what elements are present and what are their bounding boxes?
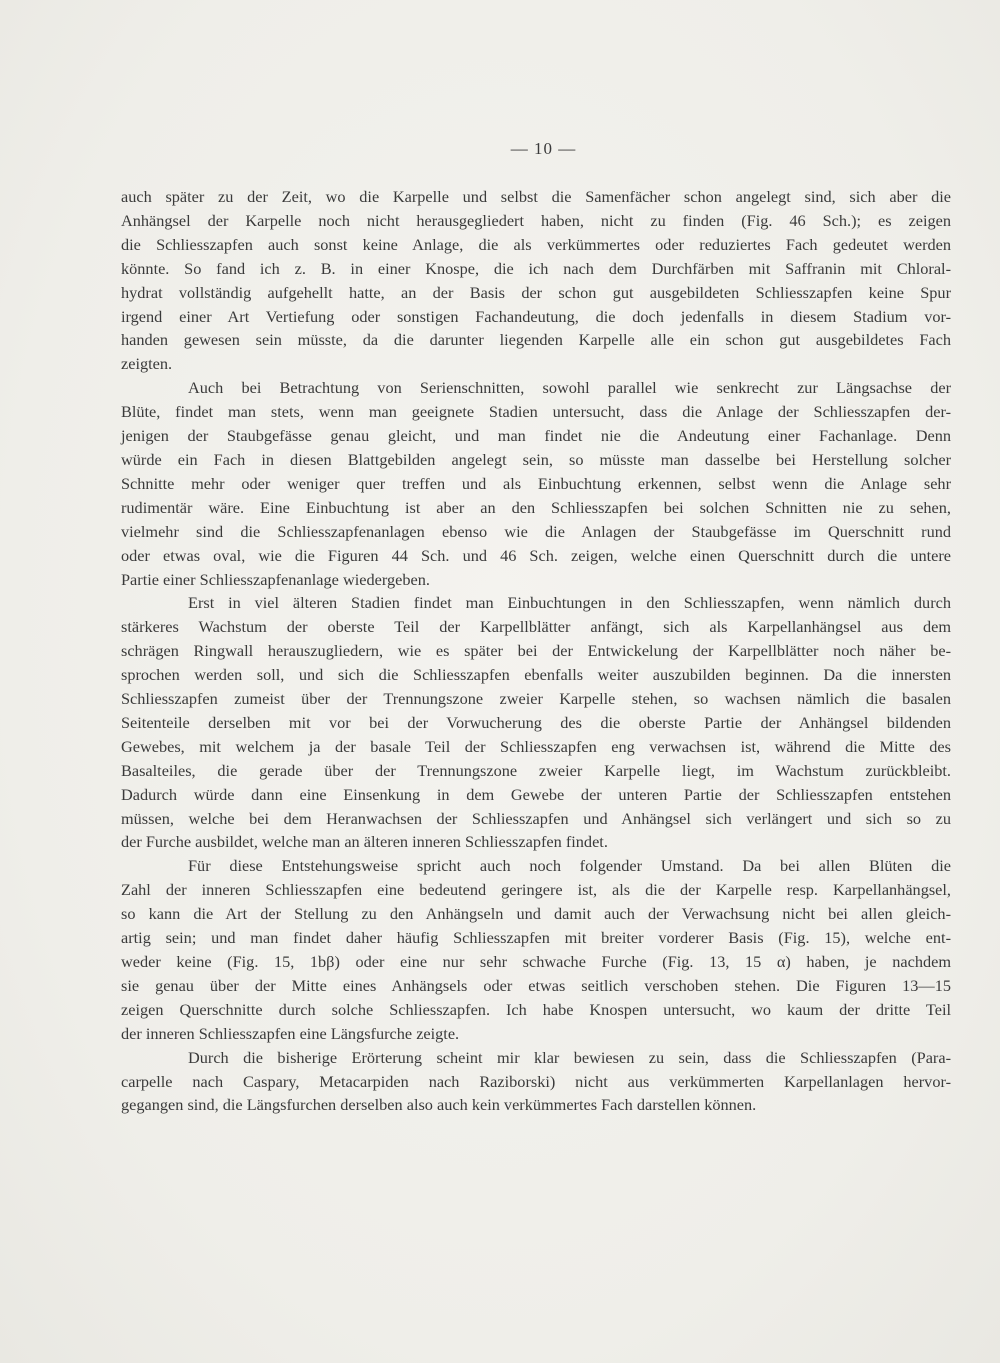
text-line: gegangen sind, die Längsfurchen derselben also auch kein verkümmertes Fach darstellen können. <box>121 1095 757 1115</box>
text-line: stärkeres Wachstum der oberste Teil der Karpellblätter anfängt, sich als Karpellanhängsel aus dem <box>121 617 951 637</box>
text-line: rudimentär wäre. Eine Einbuchtung ist aber an den Schliesszapfen bei solchen Schnitten nie zu sehen, <box>121 497 951 517</box>
text-line: handen gewesen sein müsste, da die darunter liegenden Karpelle alle ein schon gut ausgebildetes Fach <box>121 330 951 350</box>
text-line: würde ein Fach in diesen Blattgebilden angelegt sein, so müsste man dasselbe bei Herstellung solcher <box>121 449 951 469</box>
text-line: Gewebes, mit welchem ja der basale Teil der Schliesszapfen eng verwachsen ist, während die Mitte des <box>121 736 951 756</box>
text-line: sprochen werden soll, und sich die Schliesszapfen ebenfalls weiter auszubilden beginnen. Da die innersten <box>121 665 951 685</box>
text-line: sie genau über der Mitte eines Anhängsels oder etwas seitlich verschoben stehen. Die Figuren 13—15 <box>121 975 951 995</box>
text-line: könnte. So fand ich z. B. in einer Knospe, die ich nach dem Durchfärben mit Saffranin mit Chloral- <box>121 258 951 278</box>
text-line: Durch die bisherige Erörterung scheint mir klar bewiesen zu sein, dass die Schliesszapfen (Para- <box>188 1047 951 1067</box>
text-line: artig sein; und man findet daher häufig Schliesszapfen mit breiter vorderer Basis (Fig. 15), welche ent- <box>121 928 951 948</box>
text-line: so kann die Art der Stellung zu den Anhängseln und damit auch der Verwachsung nicht bei allen gleich- <box>121 904 951 924</box>
text-line: oder etwas oval, wie die Figuren 44 Sch. und 46 Sch. zeigen, welche einen Querschnitt durch die untere <box>121 545 951 565</box>
text-line: auch später zu der Zeit, wo die Karpelle und selbst die Samenfächer schon angelegt sind, sich aber die <box>121 187 951 206</box>
text-line: zeigen Querschnitte durch solche Schliesszapfen. Ich habe Knospen untersucht, wo kaum der dritte Teil <box>121 999 951 1019</box>
text-line: irgend einer Art Vertiefung oder sonstigen Fachandeutung, die doch jedenfalls in diesem Stadium vor- <box>121 306 951 326</box>
text-line: Blüte, findet man stets, wenn man geeignete Stadien untersucht, dass die Anlage der Schliesszapfen der- <box>121 402 951 422</box>
paragraph-4 <box>121 854 951 1045</box>
text-line: Basalteiles, die gerade über der Trennungszone zweier Karpelle liegt, im Wachstum zurückbleibt. <box>121 760 951 780</box>
text-line: Zahl der inneren Schliesszapfen eine bedeutend geringere ist, als die der Karpelle resp. Karpellanhängsel, <box>121 880 951 900</box>
text-line: Erst in viel älteren Stadien findet man Einbuchtungen in den Schliesszapfen, wenn nämlich durch <box>188 593 951 613</box>
text-line: Schliesszapfen zumeist über der Trennungszone zweier Karpelle stehen, so wachsen nämlich die basalen <box>121 689 951 709</box>
text-line: Schnitte mehr oder weniger quer treffen und als Einbuchtung erkennen, selbst wenn die Anlage sehr <box>121 473 951 493</box>
text-line: Seitenteile derselben mit vor bei der Vorwucherung des die oberste Partie der Anhängsel bildenden <box>121 712 951 732</box>
paragraph-2 <box>121 376 951 591</box>
paragraph-3 <box>121 591 951 854</box>
text-line: müssen, welche bei dem Heranwachsen der Schliesszapfen und Anhängsel sich verlängert und sich so zu <box>121 808 951 828</box>
text-line: vielmehr sind die Schliesszapfenanlagen ebenso wie die Anlagen der Staubgefässe im Querschnitt rund <box>121 521 951 541</box>
text-line: schrägen Ringwall herauszugliedern, wie es später bei der Entwickelung der Karpellblätter noch näher be- <box>121 641 951 661</box>
text-line: der Furche ausbildet, welche man an älteren inneren Schliesszapfen findet. <box>121 832 608 852</box>
paragraph-5 <box>121 1046 951 1118</box>
text-line: zeigten. <box>121 354 173 374</box>
text-line: Auch bei Betrachtung von Serienschnitten, sowohl parallel wie senkrecht zur Längsachse der <box>188 378 951 398</box>
text-line: Anhängsel der Karpelle noch nicht herausgegliedert haben, nicht zu finden (Fig. 46 Sch.); es zeigen <box>121 210 951 230</box>
text-line: jenigen der Staubgefässe genau gleicht, und man findet nie die Andeutung einer Fachanlage. Denn <box>121 426 951 446</box>
text-line: Für diese Entstehungsweise spricht auch noch folgender Umstand. Da bei allen Blüten die <box>188 856 951 876</box>
text-line: der inneren Schliesszapfen eine Längsfurche zeigte. <box>121 1023 460 1043</box>
text-line: Partie einer Schliesszapfenanlage wiedergeben. <box>121 569 430 589</box>
page-number: — 10 — <box>510 139 577 158</box>
body-text <box>121 185 951 1117</box>
text-line: weder keine (Fig. 15, 1bβ) oder eine nur sehr schwache Furche (Fig. 13, 15 α) haben, je nachdem <box>121 952 951 971</box>
text-line: hydrat vollständig aufgehellt hatte, an der Basis der schon gut ausgebildeten Schliesszapfen keine Spur <box>121 282 951 302</box>
text-line: Dadurch würde dann eine Einsenkung in dem Gewebe der unteren Partie der Schliesszapfen entstehen <box>121 784 951 804</box>
text-line: carpelle nach Caspary, Metacarpiden nach Raziborski) nicht aus verkümmerten Karpellanlagen hervor- <box>121 1071 951 1091</box>
paragraph-1 <box>121 185 951 376</box>
text-line: die Schliesszapfen auch sonst keine Anlage, die als verkümmertes oder reduziertes Fach gedeutet werden <box>121 234 951 254</box>
